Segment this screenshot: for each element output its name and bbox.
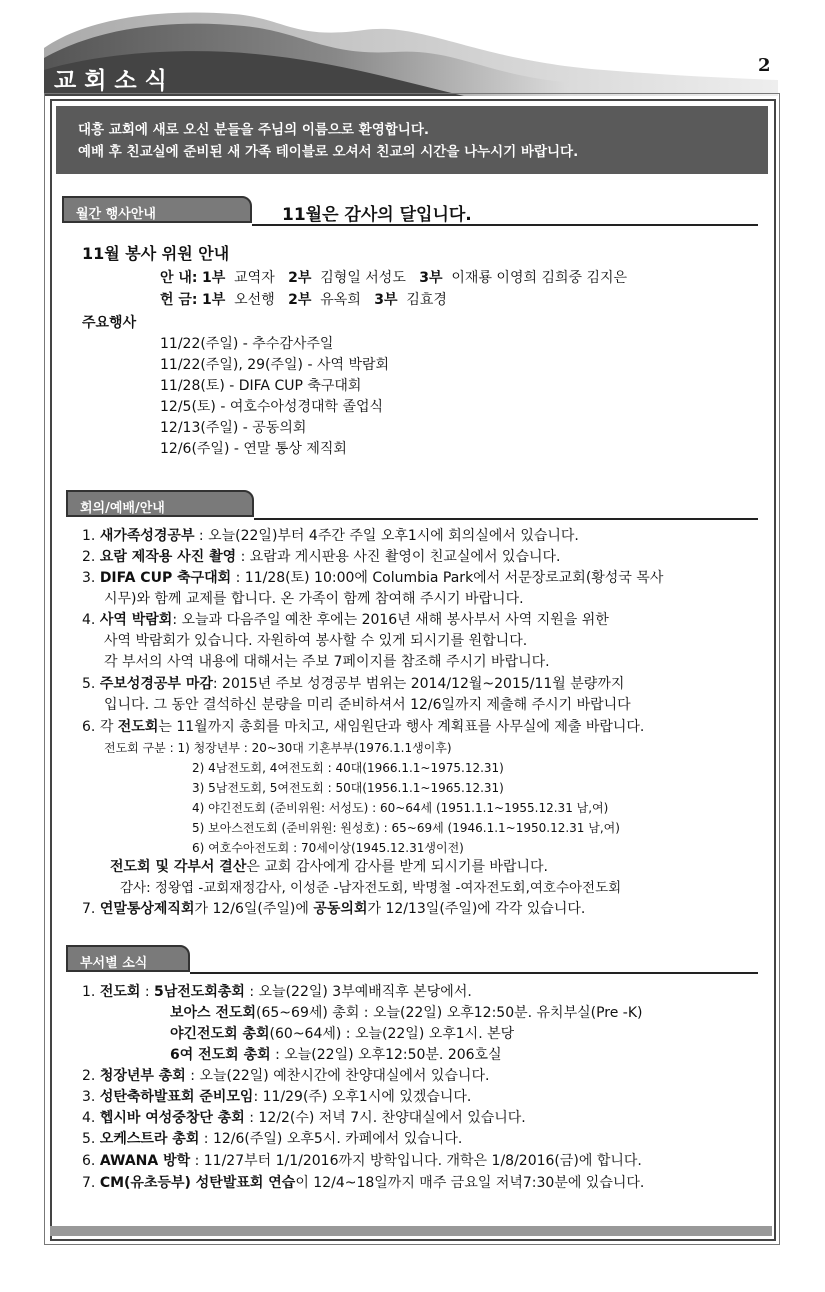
meeting-item-3-cont: 시무)와 함께 교제를 합니다. 온 가족이 함께 참여해 주시기 바랍니다. [104, 591, 524, 607]
item-text: : 오늘(22일)부터 4주간 주일 오후1시에 회의실에서 있습니다. [194, 528, 579, 544]
item-title: 보아스 전도회 [170, 1005, 257, 1021]
meeting-item-5 [82, 675, 624, 693]
welcome-line-1: 대흥 교회에 새로 오신 분들을 주님의 이름으로 환영합니다. [78, 122, 430, 138]
bottom-bar [50, 1226, 772, 1236]
item-text: : 오늘과 다음주일 예찬 후에는 2016년 새해 봉사부서 사역 지원을 위한 [172, 612, 609, 628]
offering-label: 헌 금: [160, 292, 198, 308]
offering-names1: 오선행 [234, 292, 275, 308]
item-text: 이 12/4~18일까지 매주 금요일 저녁7:30분에 있습니다. [295, 1175, 645, 1191]
dept-item-4 [82, 1109, 526, 1127]
auditors-line: 감사: 정왕엽 -교회재정감사, 이성준 -남자전도회, 박명철 -여자전도회,여호수아전도회 [120, 880, 622, 896]
item-title: 헵시바 여성중창단 총회 [99, 1110, 245, 1126]
item-title: 청장년부 총회 [99, 1068, 186, 1084]
section-rule [190, 972, 758, 974]
item-number: 6. [82, 719, 96, 735]
offering-names3: 김효경 [406, 292, 447, 308]
dept-item-1c [170, 1025, 514, 1043]
page-number: 2 [758, 55, 771, 76]
group-line: 6) 여호수아전도회 : 70세이상(1945.12.31생이전) [192, 841, 464, 855]
item-title: 5남전도회총회 [154, 984, 245, 1000]
item-title: DIFA CUP 축구대회 [99, 570, 232, 586]
item-text: : 2015년 주보 성경공부 범위는 2014/12월~2015/11월 분량까지 [212, 676, 625, 692]
welcome-box [56, 106, 768, 174]
item-title: 사역 박람회 [99, 612, 173, 628]
settlement-line [110, 858, 548, 876]
item-title: 전도회 및 각부서 결산 [110, 859, 247, 875]
dept-item-7 [82, 1174, 644, 1192]
offering-row [160, 291, 447, 309]
departments-label: 부서별 소식 [66, 945, 190, 972]
item-text: 은 교회 감사에게 감사를 받게 되시기를 바랍니다. [246, 859, 548, 875]
events-title: 주요행사 [82, 315, 137, 331]
guide-names2: 김형일 서성도 [320, 270, 406, 286]
offering-part1: 1부 [201, 292, 226, 308]
item-text: : 오늘(22일) 예찬시간에 찬양대실에서 있습니다. [185, 1068, 490, 1084]
item-prefix: 각 [99, 719, 118, 735]
item-number: 5. [82, 1131, 96, 1147]
item-title: 새가족성경공부 [99, 528, 195, 544]
item-title: 전도회 [117, 719, 159, 735]
dept-item-1b [170, 1004, 643, 1022]
event-item: 12/5(토) - 여호수아성경대학 졸업식 [160, 399, 384, 415]
event-item: 12/13(주일) - 공동의회 [160, 420, 307, 436]
item-text: : 오늘(22일) 오후12:50분. 206호실 [270, 1047, 502, 1063]
item-text: : 12/6(주일) 오후5시. 카페에서 있습니다. [199, 1131, 463, 1147]
meeting-item-3 [82, 569, 663, 587]
item-title: 요람 제작용 사진 촬영 [99, 549, 237, 565]
event-item: 11/22(주일) - 추수감사주일 [160, 336, 334, 352]
item-number: 1. [82, 528, 96, 544]
item-title: 6여 전도회 총회 [170, 1047, 271, 1063]
group-line: 전도회 구분 : 1) 청장년부 : 20~30대 기혼부부(1976.1.1생이후) [104, 741, 452, 755]
offering-part2: 2부 [288, 292, 312, 308]
item-title: 야긴전도회 총회 [170, 1026, 270, 1042]
meeting-item-1 [82, 527, 579, 545]
item-sep: : [140, 984, 155, 1000]
welcome-line-2: 예배 후 친교실에 준비된 새 가족 테이블로 오셔서 친교의 시간을 나누시기 바랍니다. [78, 144, 579, 160]
dept-item-1d [170, 1046, 502, 1064]
group-line: 4) 야긴전도회 (준비위원: 서성도) : 60~64세 (1951.1.1~1955.12.31 남,여) [192, 801, 609, 815]
item-number: 1. [82, 984, 96, 1000]
item-title: 오케스트라 총회 [99, 1131, 200, 1147]
item-number: 7. [82, 901, 96, 917]
meetings-label: 회의/예배/안내 [66, 490, 254, 517]
item-title: AWANA 방학 [99, 1153, 191, 1169]
item-title: 성탄축하발표회 준비모임 [99, 1089, 254, 1105]
item-number: 4. [82, 1110, 96, 1126]
group-line: 5) 보아스전도회 (준비위원: 원성호) : 65~69세 (1946.1.1~1950.12.31 남,여) [192, 821, 620, 835]
item-number: 3. [82, 570, 96, 586]
volunteer-title: 11월 봉사 위원 안내 [82, 244, 230, 263]
item-text: : 11/28(토) 10:00에 Columbia Park에서 서문장로교회(황성국 목사 [231, 570, 664, 586]
offering-names2: 유옥희 [320, 292, 361, 308]
event-item: 11/22(주일), 29(주일) - 사역 박람회 [160, 357, 390, 373]
item-title: 공동의회 [313, 901, 368, 917]
item-text: 는 11월까지 총회를 마치고, 새임원단과 행사 계획표를 사무실에 제출 바랍니다. [158, 719, 645, 735]
item-text: 가 12/6일(주일)에 [194, 901, 314, 917]
item-text: (65~69세) 총회 : 오늘(22일) 오후12:50분. 유치부실(Pre -K) [256, 1005, 643, 1021]
item-number: 6. [82, 1153, 96, 1169]
meeting-item-6 [82, 718, 644, 736]
item-text: 가 12/13일(주일)에 각각 있습니다. [367, 901, 586, 917]
item-number: 5. [82, 676, 96, 692]
item-title: 주보성경공부 마감 [99, 676, 213, 692]
item-number: 4. [82, 612, 96, 628]
item-number: 2. [82, 1068, 96, 1084]
meeting-item-4 [82, 611, 609, 629]
guide-names3: 이재룡 이영희 김희중 김지은 [451, 270, 628, 286]
dept-item-3 [82, 1088, 471, 1106]
item-number: 3. [82, 1089, 96, 1105]
section-title: 교회소식 [54, 67, 175, 94]
guide-label: 안 내: [160, 270, 198, 286]
dept-item-1 [82, 983, 472, 1001]
item-text: : 오늘(22일) 3부예배직후 본당에서. [244, 984, 472, 1000]
section-rule [254, 518, 758, 520]
group-line: 3) 5남전도회, 5여전도회 : 50대(1956.1.1~1965.12.31) [192, 781, 504, 795]
meeting-item-4-cont: 사역 박람회가 있습니다. 자원하여 봉사할 수 있게 되시기를 원합니다. [104, 633, 528, 649]
group-line: 2) 4남전도회, 4여전도회 : 40대(1966.1.1~1975.12.31) [192, 761, 504, 775]
meeting-item-7 [82, 900, 585, 918]
dept-item-5 [82, 1130, 462, 1148]
guide-row [160, 269, 627, 287]
event-item: 11/28(토) - DIFA CUP 축구대회 [160, 378, 362, 394]
item-text: : 11/27부터 1/1/2016까지 방학입니다. 개학은 1/8/2016(금)에 합니다. [190, 1153, 642, 1169]
offering-part3: 3부 [374, 292, 398, 308]
monthly-events-label: 월간 행사안내 [62, 196, 252, 223]
dept-item-6 [82, 1152, 642, 1170]
meeting-item-4-cont: 각 부서의 사역 내용에 대해서는 주보 7페이지를 참조해 주시기 바랍니다. [104, 654, 550, 670]
item-number: 7. [82, 1175, 96, 1191]
item-title: 연말통상제직회 [99, 901, 195, 917]
event-item: 12/6(주일) - 연말 통상 제직회 [160, 441, 347, 457]
guide-part3: 3부 [419, 270, 443, 286]
item-number: 2. [82, 549, 96, 565]
item-text: : 12/2(수) 저녁 7시. 찬양대실에서 있습니다. [244, 1110, 526, 1126]
item-title: CM(유초등부) 성탄발표회 연습 [99, 1175, 296, 1191]
item-text: : 11/29(주) 오후1시에 있겠습니다. [253, 1089, 472, 1105]
dept-item-2 [82, 1067, 489, 1085]
item-text: : 요람과 게시판용 사진 촬영이 친교실에서 있습니다. [236, 549, 561, 565]
guide-part1: 1부 [201, 270, 226, 286]
item-title: 전도회 [99, 984, 141, 1000]
guide-part2: 2부 [288, 270, 312, 286]
item-text: (60~64세) : 오늘(22일) 오후1시. 본당 [269, 1026, 515, 1042]
meeting-item-2 [82, 548, 560, 566]
meeting-item-5-cont: 입니다. 그 동안 결석하신 분량을 미리 준비하셔서 12/6일까지 제출해 주시기 바랍니다 [104, 697, 631, 713]
month-theme: 11월은 감사의 달입니다. [282, 205, 472, 225]
guide-names1: 교역자 [234, 270, 275, 286]
